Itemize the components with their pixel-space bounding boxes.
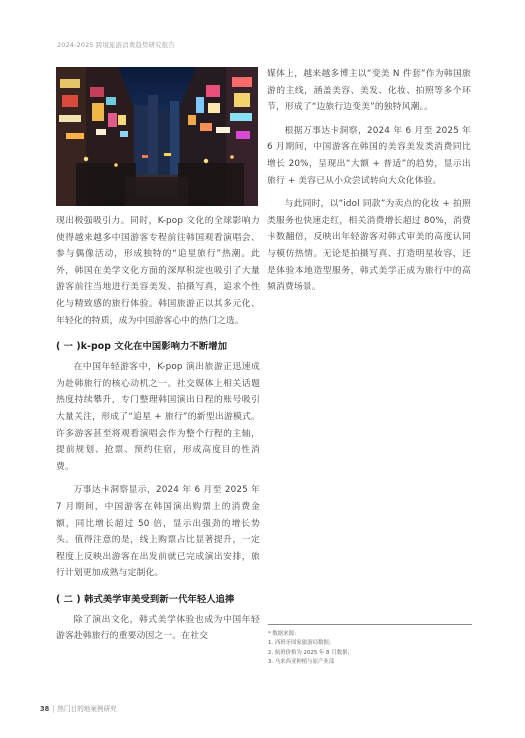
footnote [268,624,472,667]
footnote-title: * 数据来源： [268,631,300,637]
paragraph: 根据万事达卡洞察，2024 年 6 月至 2025 年 6 月期间，中国游客在韩国的美容美发类消费同比增长 20%，呈现出“大额 + 普适”的趋势，显示出旅行 + 美容已从小众尝试转向大众化体验。 [267,125,471,186]
paragraph: 媒体上，越来越多博主以“变美 N 件套”作为韩国旅游的主线，涵盖美容、美发、化妆、拍照等多个环节，形成了“边旅行边变美”的独特风潮。。 [267,69,471,113]
right-column [267,66,471,296]
page-footer [40,703,117,713]
paragraph: 除了演出文化，韩式美学体验也成为中国年轻游客赴韩旅行的重要动因之一。在社交 [56,614,260,642]
paragraph: 与此同时，以“idol 同款”为卖点的化妆 + 拍照类服务也快速走红，相关消费增长超过 80%，消费卡数翻倍，反映出年轻游客对韩式审美的高度认同与模仿热情。无论是拍摄写真、打造明星妆容，还是体验本地造型服务，韩式美学正成为旅行中的高频消费场景。 [267,199,471,293]
paragraph: 现出极强吸引力。同时，K-pop 文化的全球影响力使得越来越多中国游客专程前往韩国观看演唱会、参与偶像活动，形成独特的“追星旅行”热潮。此外，韩国在美学文化方面的深厚积淀也吸引了大量游客前往当地进行美容美发、拍摄写真，追求个性化与精致感的旅行体验。韩国旅游正以其多元化、年轻化的特质，成为中国游客心中的热门之选。 [56,216,260,326]
footnote-item: 3. 马来西亚种植与原产业部 [268,658,335,665]
section-heading-kpop: ( 一 )k-pop 文化在中国影响力不断增加 [56,341,228,353]
city-night-street-photo [56,67,258,206]
footer-separator: | [52,705,55,713]
paragraph: 万事达卡洞察显示，2024 年 6 月至 2025 年 7 月期间，中国游客在韩国演出购票上的消费金额，同比增长超过 50 倍，显示出强劲的增长势头。值得注意的是，线上购票占比显著提升，一定程度上反映出游客在出发前就已完成演出安排，旅行计划更加成熟与定制化。 [56,485,260,579]
page-number: 38 [40,705,50,713]
section-name: 热门目的地案例研究 [57,705,117,713]
footnote-item: 2. 航班价格为 2025 年 8 月数据； [268,649,353,656]
footnote-item: 1. 西班牙国家旅游局数据； [268,640,335,647]
paragraph: 在中国年轻游客中，K-pop 演出旅游正迅速成为赴韩旅行的核心动机之一。社交媒体上相关话题热度持续攀升，专门整理韩国演出日程的账号吸引大量关注，形成了“追星 + 旅行”的新型出游模式。许多游客甚至将观看演唱会作为整个行程的主轴，提前规划、抢票、预约住宿，形成高度目的性消费。 [56,362,260,472]
section-heading-beauty: ( 二 ) 韩式美学审美受到新一代年轻人追捧 [56,593,235,605]
page-header: 2024-2025 跨境旅游消费趋势研究报告 [57,41,175,49]
left-column [56,213,260,645]
